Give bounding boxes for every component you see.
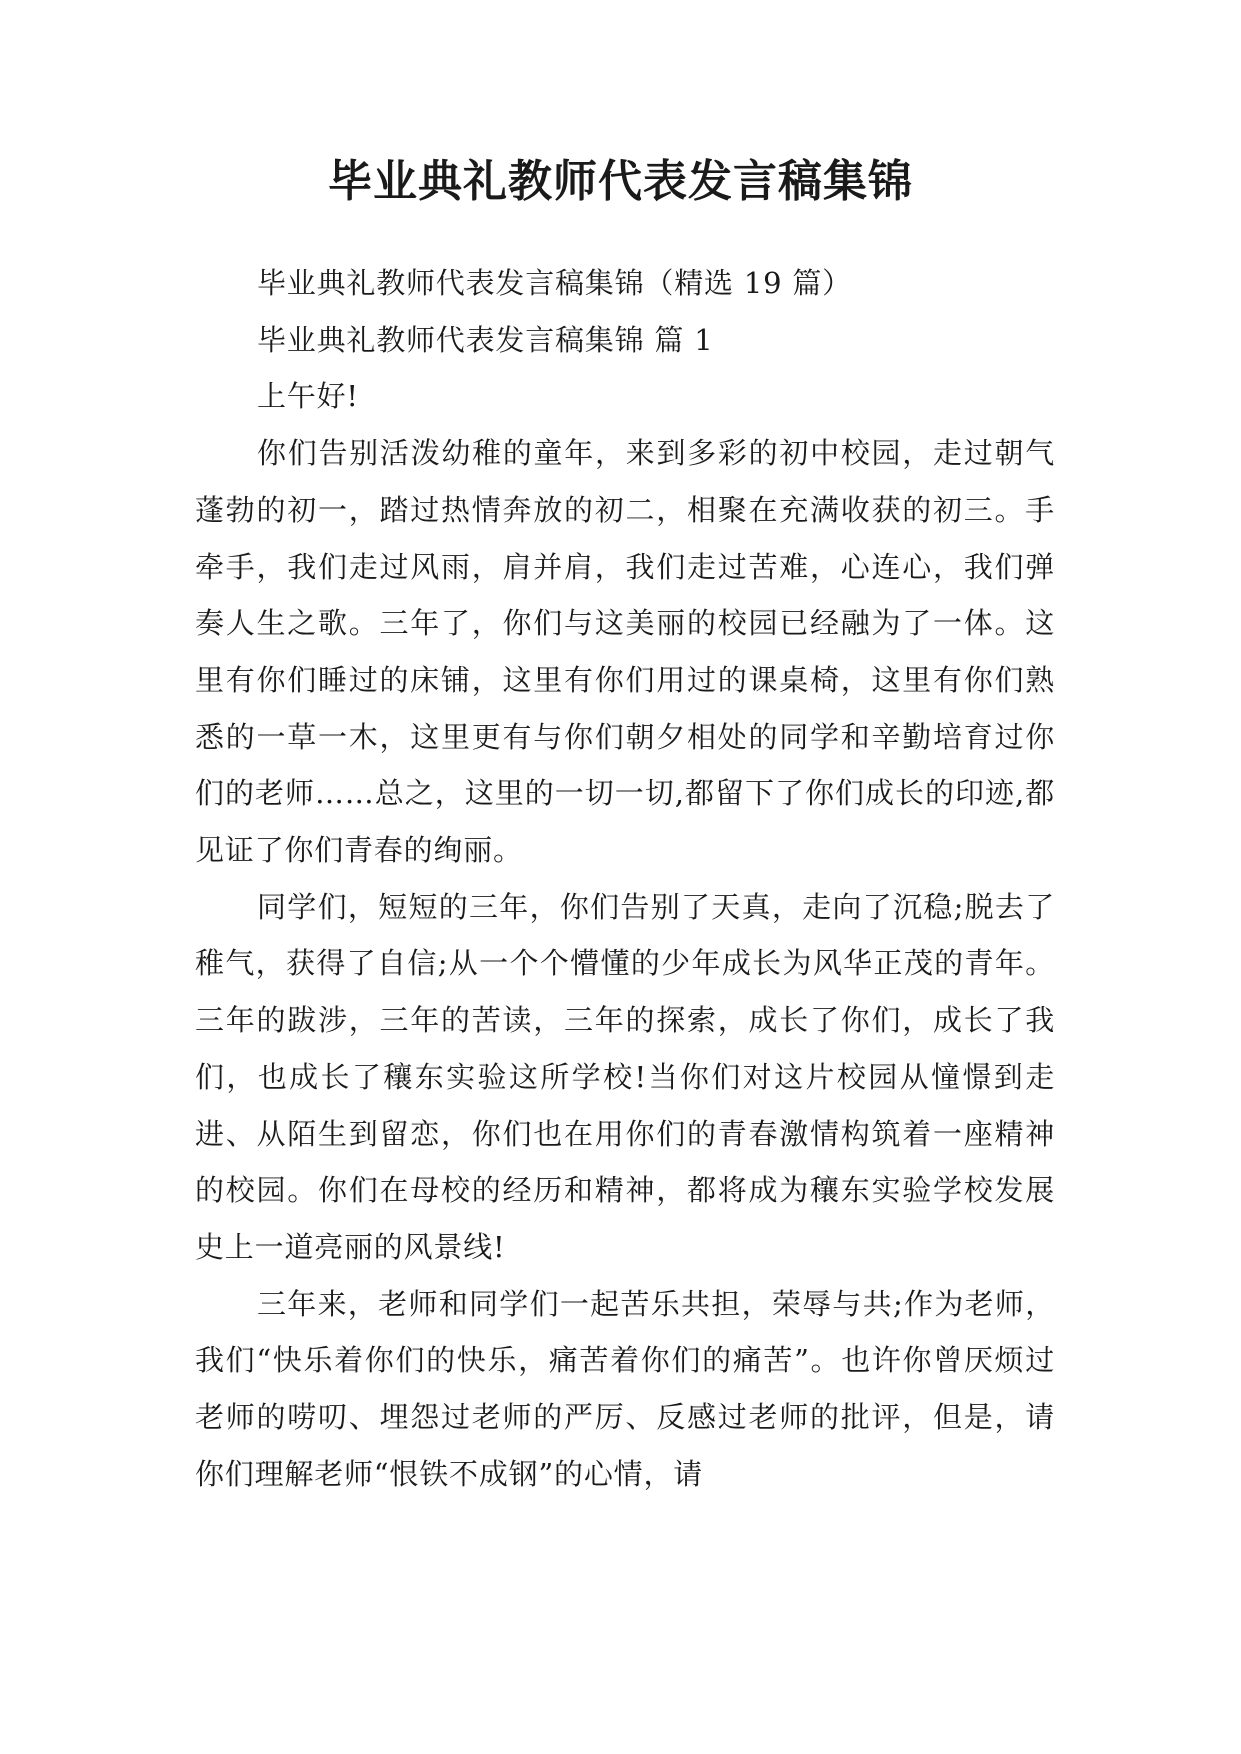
body-paragraph: 同学们，短短的三年，你们告别了天真，走向了沉稳;脱去了稚气，获得了自信;从一个个懵懂的少年成长为风华正茂的青年。三年的跋涉，三年的苦读，三年的探索，成长了你们，成长了我们，也成长了穰东实验这所学校!当你们对这片校园从憧憬到走进、从陌生到留恋，你们也在用你们的青春激情构筑着一座精神的校园。你们在母校的经历和精神，都将成为穰东实验学校发展史上一道亮丽的风景线! (195, 889, 1055, 1264)
body-paragraph: 三年来，老师和同学们一起苦乐共担，荣辱与共;作为老师，我们“快乐着你们的快乐，痛苦着你们的痛苦”。也许你曾厌烦过老师的唠叨、埋怨过老师的严厉、反感过老师的批评，但是，请你们理解老师“恨铁不成钢”的心情，请 (195, 1286, 1055, 1491)
document-title: 毕业典礼教师代表发言稿集锦 (328, 156, 913, 207)
body-paragraph: 你们告别活泼幼稚的童年，来到多彩的初中校园，走过朝气蓬勃的初一，踏过热情奔放的初二，相聚在充满收获的初三。手牵手，我们走过风雨，肩并肩，我们走过苦难，心连心，我们弹奏人生之歌。三年了，你们与这美丽的校园已经融为了一体。这里有你们睡过的床铺，这里有你们用过的课桌椅，这里有你们熟悉的一草一木，这里更有与你们朝夕相处的同学和辛勤培育过你们的老师……总之，这里的一切一切,都留下了你们成长的印迹,都见证了你们青春的绚丽。 (195, 436, 1055, 868)
section-heading: 毕业典礼教师代表发言稿集锦 篇 1 (257, 322, 714, 357)
subtitle-paragraph: 毕业典礼教师代表发言稿集锦（精选 19 篇） (257, 266, 852, 300)
greeting-paragraph: 上午好! (257, 379, 359, 414)
document-body (195, 255, 1055, 1502)
